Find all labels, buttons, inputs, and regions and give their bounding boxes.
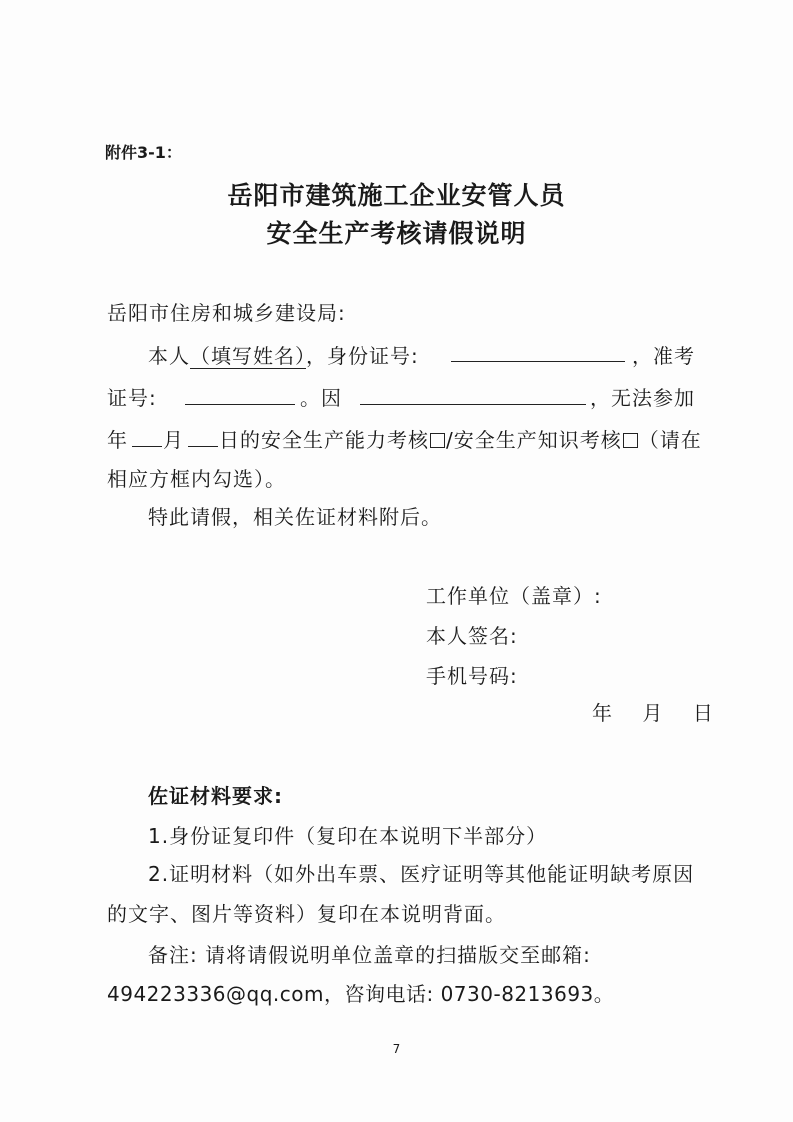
note-line2: 494223336@qq.com，咨询电话: 0730-8213693。 [107,982,615,1006]
date-label: 年 月 日 [592,701,714,725]
para1-after-name: ，身份证号: [306,344,419,368]
para2-middle: 。因 [300,386,342,410]
para5: 特此请假，相关佐证材料附后。 [148,505,442,529]
para4: 相应方框内勾选）。 [107,467,286,491]
ability-exam-checkbox[interactable] [430,433,445,448]
requirement-item-2-line1: 2.证明材料（如外出车票、医疗证明等其他能证明缺考原因 [148,862,695,886]
page-number: 7 [392,1042,401,1056]
phone-label: 手机号码: [426,664,518,688]
para1-line [148,340,419,369]
month-field[interactable] [132,446,162,447]
document-title-line1: 岳阳市建筑施工企业安管人员 [227,181,566,210]
para2-suffix: ，无法参加 [590,386,695,410]
para3-month: 月 [163,428,184,452]
note-line1: 备注: 请将请假说明单位盖章的扫描版交至邮箱: [148,943,591,967]
day-field[interactable] [188,446,218,447]
para1-suffix: ，准考 [632,344,695,368]
ticket-number-field[interactable] [185,404,295,405]
work-unit-label: 工作单位（盖章）: [426,584,602,608]
para3-sep: /安全生产知识考核 [446,428,622,452]
para3-line [219,424,702,453]
para3-day-text: 日的安全生产能力考核 [219,428,429,452]
para3-suffix: （请在 [638,428,702,452]
requirements-heading: 佐证材料要求: [148,784,283,808]
para2-prefix: 证号: [107,386,157,410]
id-number-field[interactable] [451,361,625,362]
para3-year: 年 [107,428,128,452]
addressee: 岳阳市住房和城乡建设局: [107,301,346,325]
reason-field[interactable] [360,404,586,405]
document-title-line2: 安全生产考核请假说明 [266,219,527,248]
requirement-item-1: 1.身份证复印件（复印在本说明下半部分） [148,824,548,848]
para1-prefix: 本人 [148,344,190,368]
name-field[interactable]: （填写姓名） [190,344,306,368]
requirement-item-2-line2: 的文字、图片等资料）复印在本说明背面。 [107,902,506,926]
knowledge-exam-checkbox[interactable] [623,433,638,448]
signature-label: 本人签名: [426,624,518,648]
attachment-label: 附件3-1： [105,143,182,162]
